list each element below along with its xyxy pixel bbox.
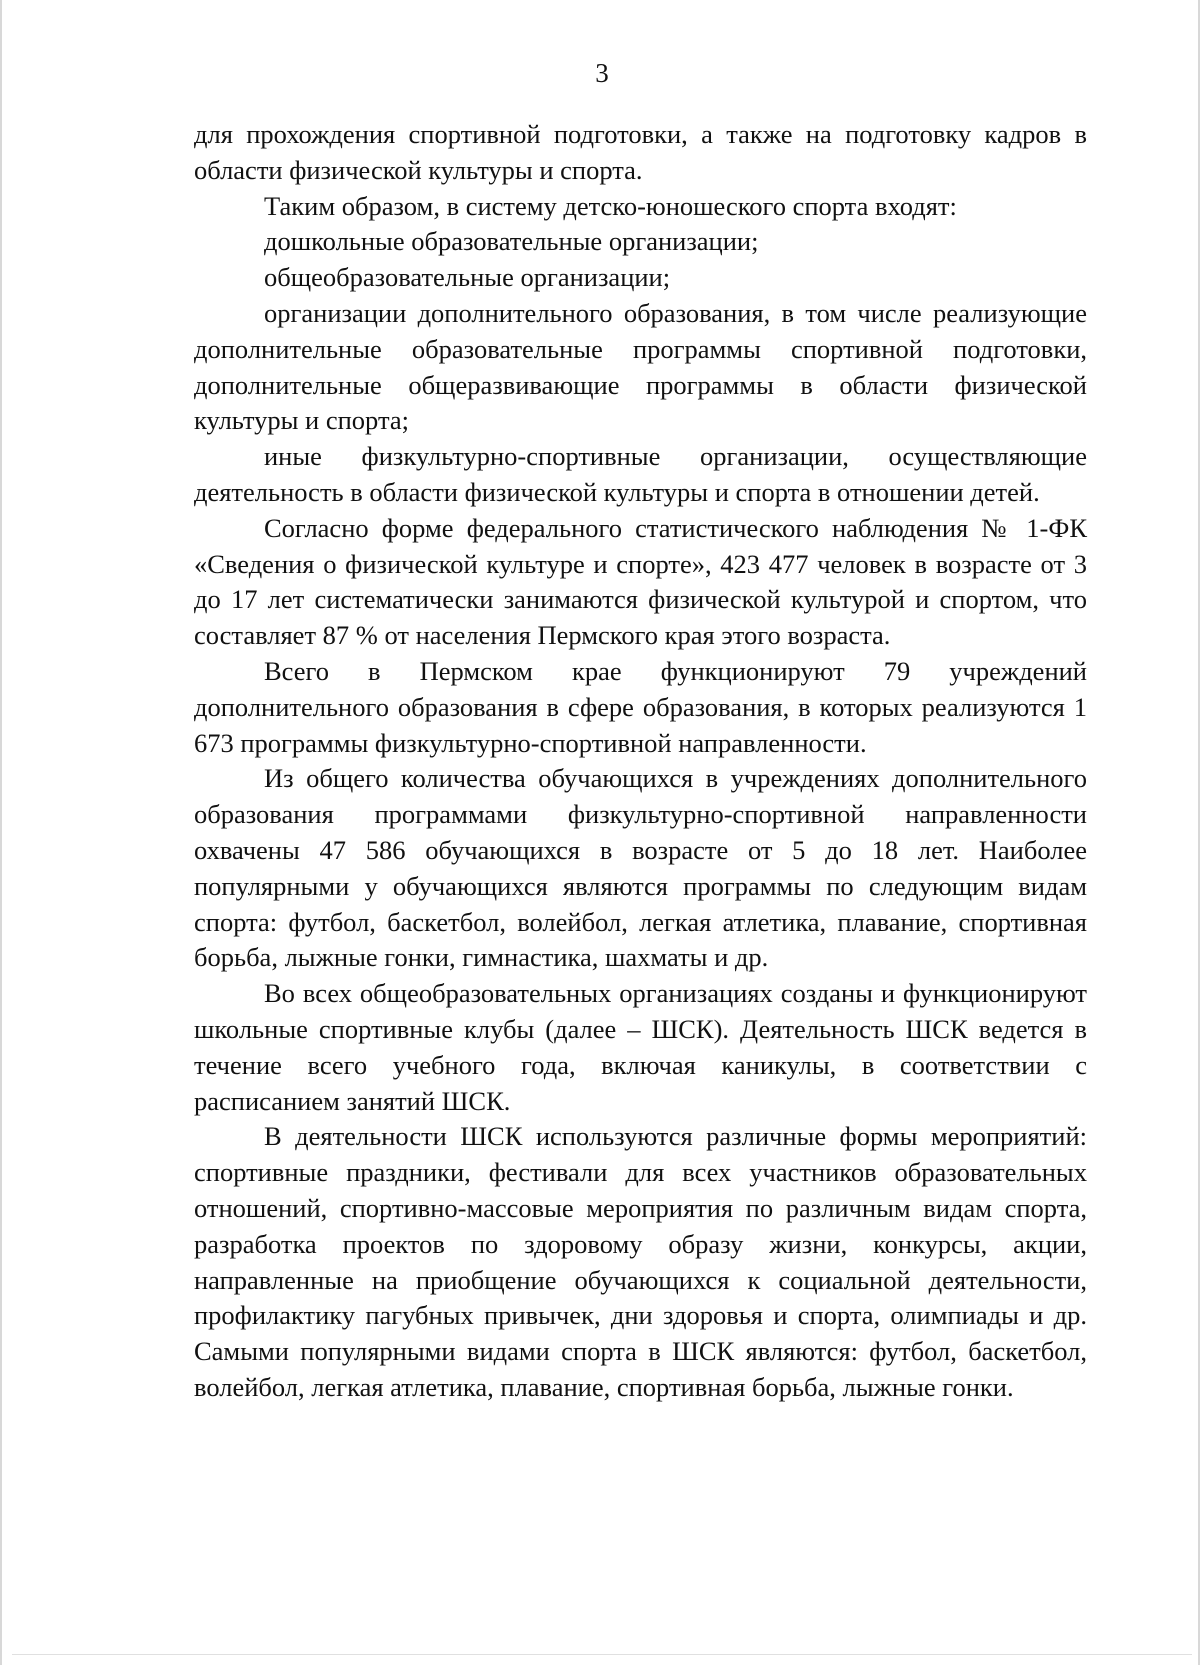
page-number: 3 (595, 58, 609, 88)
list-item-additional-education-organizations: организации дополнительного образования, в том числе реализующие дополнительные образовательные программы спортивной подготовки, дополнительные общеразвивающие программы в области физической культуры и спорта; (194, 297, 1087, 436)
paragraph-institutions-count: Всего в Пермском крае функционируют 79 учреждений дополнительного образования в сфере образования, в которых реализуются 1 673 программы физкультурно-спортивной направленности. (194, 655, 1087, 758)
paragraph-students-coverage: Из общего количества обучающихся в учреждениях дополнительного образования программами физкультурно-спортивной направленности охвачены 47 586 обучающихся в возрасте от 5 до 18 лет. Наиболее популярными у обучающихся являются программы по следующим видам спорта: футбол, баскетбол, волейбол, легкая атлетика, плавание, спортивная борьба, лыжные гонки, гимнастика, шахматы и др. (194, 763, 1087, 973)
paragraph-school-sport-clubs: Во всех общеобразовательных организациях созданы и функционируют школьные спортивные клубы (далее – ШСК). Деятельность ШСК ведется в течение всего учебного года, включая каникулы, в соответствии с расписанием занятий ШСК. (194, 978, 1087, 1116)
paragraph-youth-sport-system-intro: Таким образом, в систему детско-юношеского спорта входят: (264, 190, 957, 221)
list-item-other-sport-organizations: иные физкультурно-спортивные организации, осуществляющие деятельность в области физической культуры и спорта в отношении детей. (194, 441, 1087, 507)
list-item-general-education-organizations: общеобразовательные организации; (264, 262, 671, 293)
paragraph-statistics-1fk: Согласно форме федерального статистического наблюдения № 1-ФК «Сведения о физической культуре и спорте», 423 477 человек в возрасте от 3 до 17 лет систематически занимаются физической культурой и спортом, что составляет 87 % от населения Пермского края этого возраста. (194, 512, 1087, 651)
list-item-preschool-organizations: дошкольные образовательные организации; (264, 226, 759, 257)
paragraph-continuation: для прохождения спортивной подготовки, а также на подготовку кадров в области физической культуры и спорта. (194, 119, 1087, 185)
document-body (194, 117, 1087, 1406)
paragraph-ssk-activities: В деятельности ШСК используются различные формы мероприятий: спортивные праздники, фестивали для всех участников образовательных отношений, спортивно-массовые мероприятия по различным видам спорта, разработка проектов по здоровому образу жизни, конкурсы, акции, направленные на приобщение обучающихся к социальной деятельности, профилактику пагубных привычек, дни здоровья и спорта, олимпиады и др. Самыми популярными видами спорта в ШСК являются: футбол, баскетбол, волейбол, легкая атлетика, плавание, спортивная борьба, лыжные гонки. (194, 1121, 1087, 1402)
